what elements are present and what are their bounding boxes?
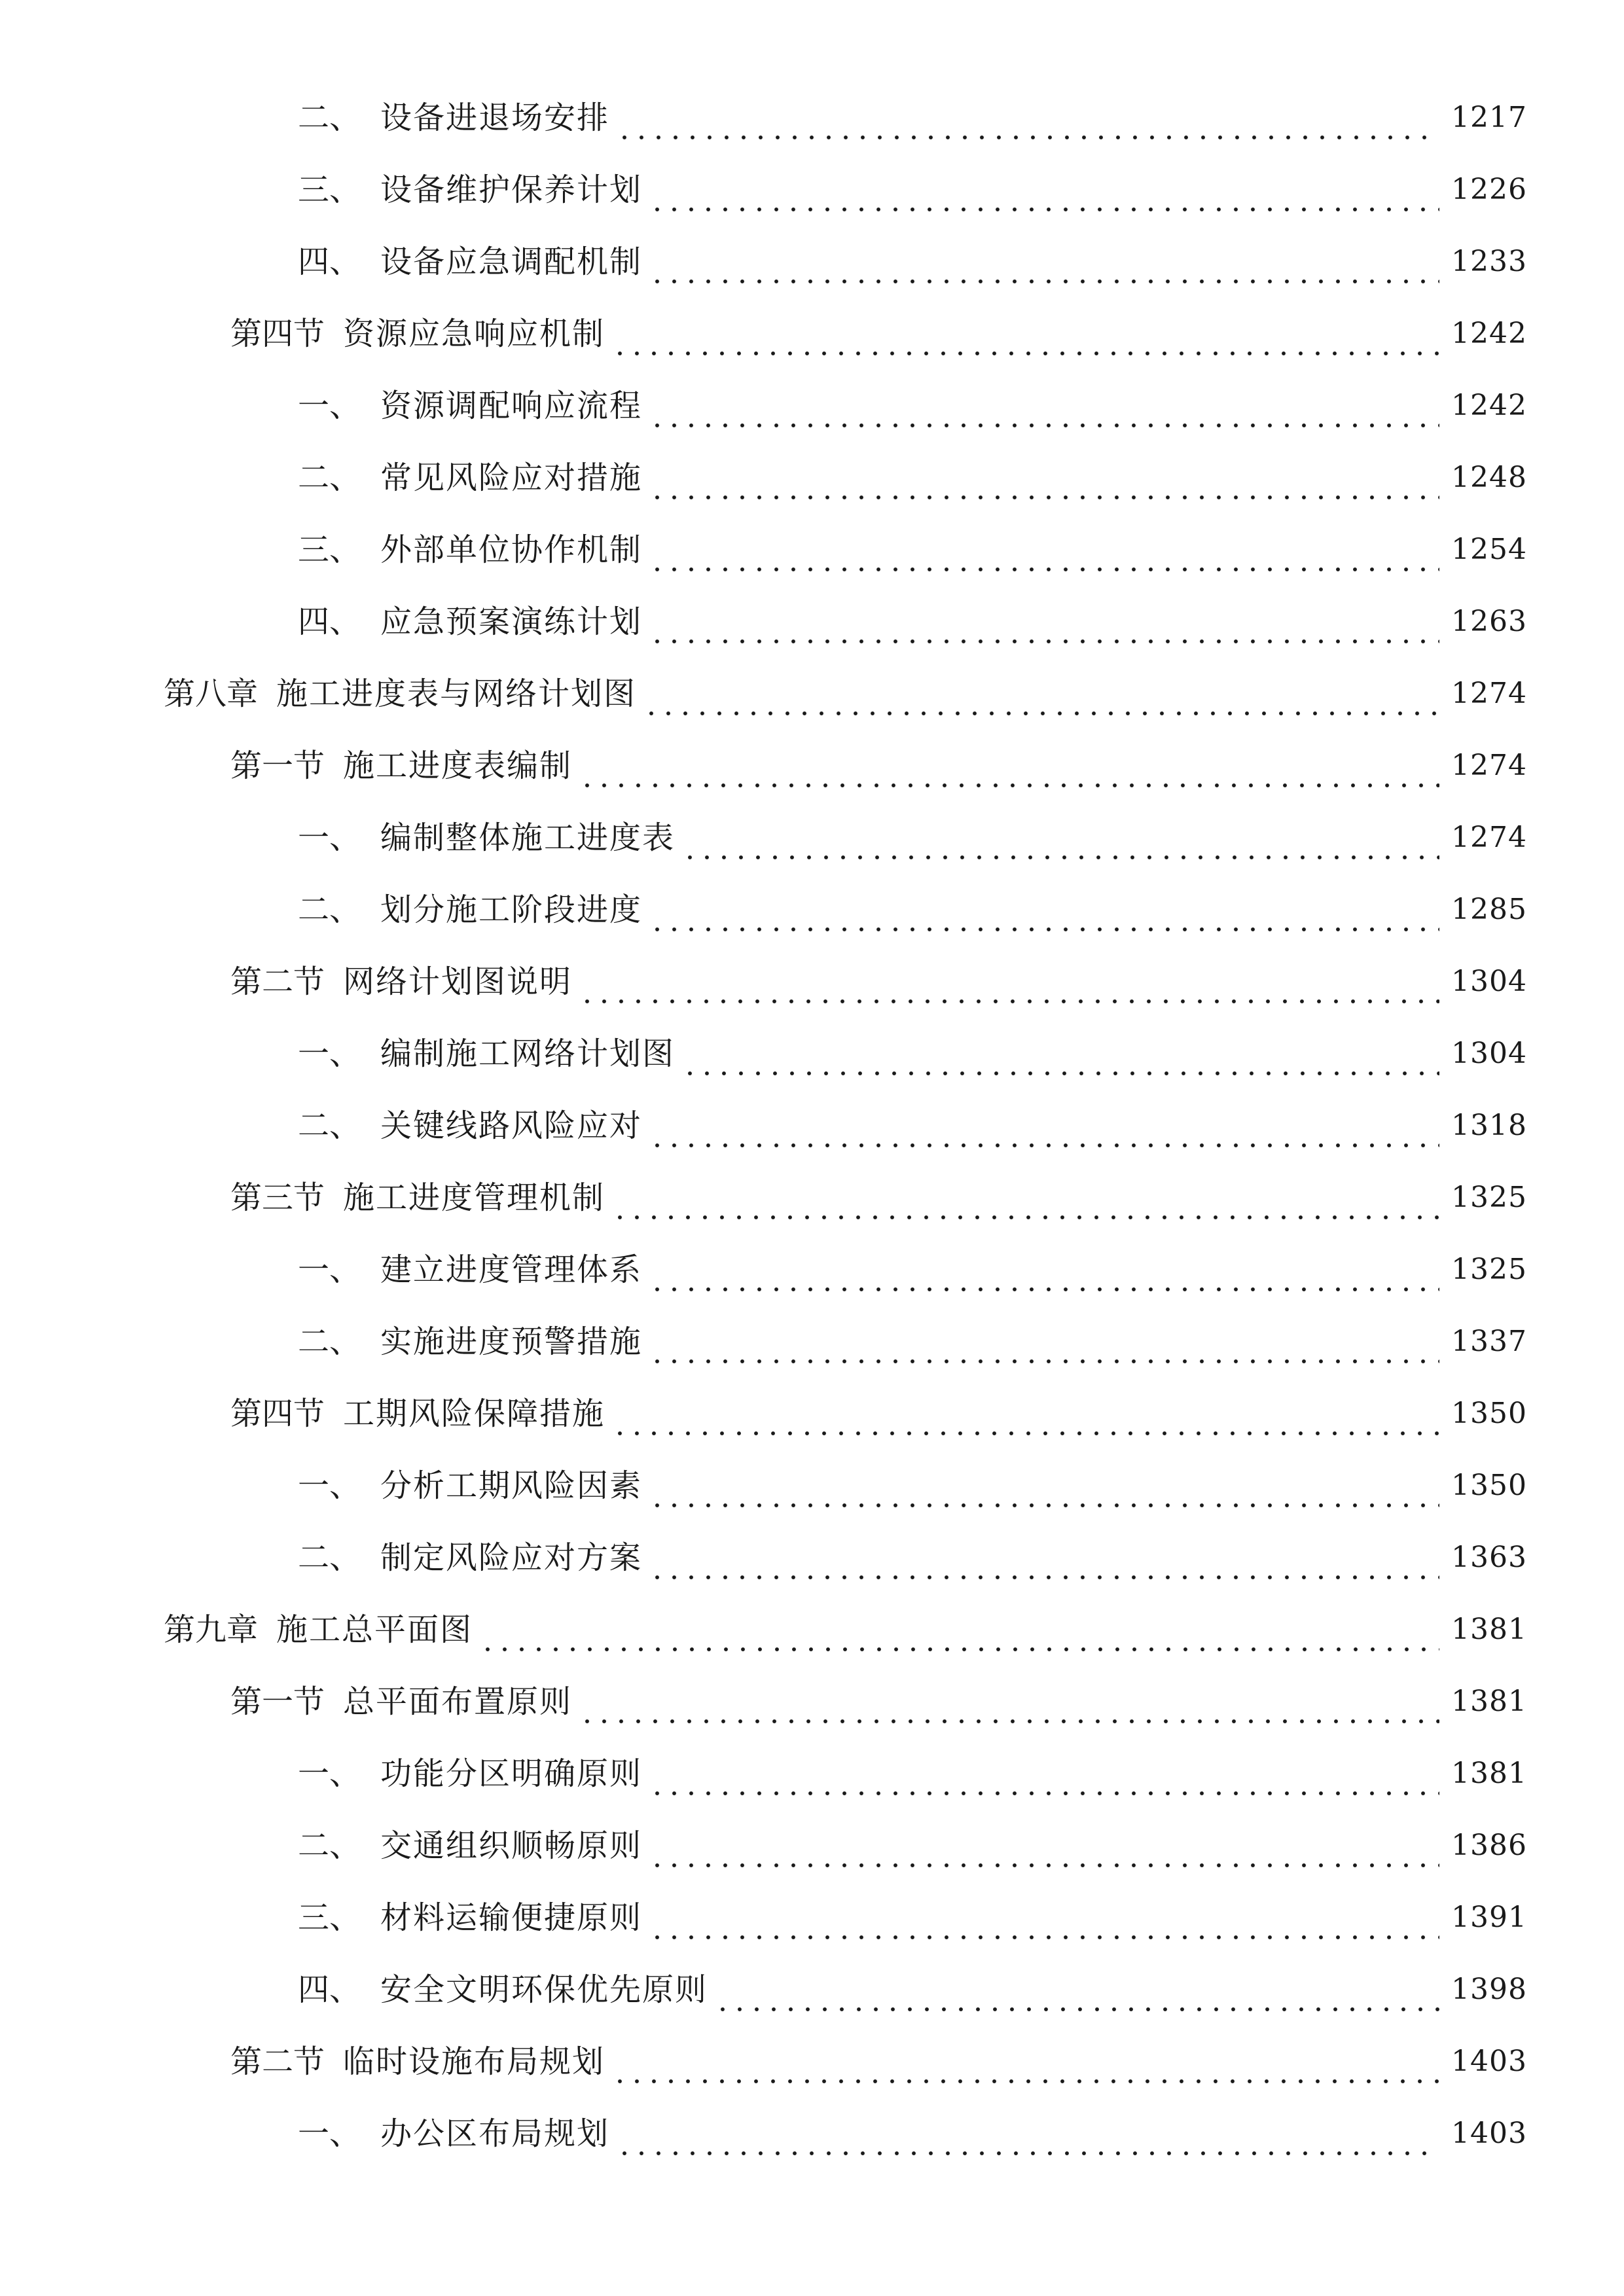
toc-entry-number: 二、 — [298, 99, 361, 136]
dot-leader — [649, 452, 1439, 504]
dot-leader — [681, 812, 1439, 864]
dot-leader — [611, 1388, 1439, 1440]
toc-entry-title: 建立进度管理体系 — [380, 1251, 643, 1288]
toc-entry-page: 1363 — [1451, 1541, 1527, 1574]
toc-entry-title: 编制整体施工进度表 — [380, 819, 676, 856]
dot-leader — [479, 1604, 1439, 1656]
toc-entry-title: 资源调配响应流程 — [380, 387, 643, 424]
toc-entry[interactable] — [298, 1316, 1527, 1368]
toc-entry-title: 施工总平面图 — [276, 1611, 473, 1648]
toc-entry-number: 第九章 — [164, 1611, 259, 1648]
toc-entry-title: 临时设施布局规划 — [343, 2043, 605, 2080]
toc-entry[interactable] — [298, 596, 1527, 648]
toc-entry[interactable] — [298, 1100, 1527, 1152]
toc-entry-page: 1226 — [1451, 173, 1527, 206]
toc-entry[interactable] — [230, 308, 1527, 360]
dot-leader — [649, 524, 1439, 576]
toc-entry-number: 三、 — [298, 1899, 361, 1936]
toc-entry-number: 二、 — [298, 1323, 361, 1360]
toc-entry[interactable] — [230, 1388, 1527, 1440]
toc-entry-title: 设备应急调配机制 — [380, 243, 643, 280]
toc-entry-page: 1350 — [1451, 1469, 1527, 1502]
toc-entry-title: 总平面布置原则 — [343, 1683, 573, 1720]
toc-entry[interactable] — [298, 92, 1527, 144]
toc-entry-title: 网络计划图说明 — [343, 963, 573, 1000]
toc-entry-number: 四、 — [298, 1971, 361, 2008]
dot-leader — [616, 92, 1439, 144]
toc-entry-page: 1325 — [1451, 1181, 1527, 1214]
toc-entry-number: 三、 — [298, 531, 361, 568]
toc-entry-title: 设备维护保养计划 — [380, 171, 643, 208]
toc-entry-page: 1381 — [1451, 1685, 1527, 1718]
toc-entry-title: 编制施工网络计划图 — [380, 1035, 676, 1072]
toc-entry-page: 1318 — [1451, 1109, 1527, 1142]
toc-entry-number: 一、 — [298, 387, 361, 424]
dot-leader — [714, 1964, 1439, 2016]
dot-leader — [611, 1172, 1439, 1224]
toc-entry-title: 安全文明环保优先原则 — [380, 1971, 708, 2008]
toc-entry-title: 应急预案演练计划 — [380, 603, 643, 640]
toc-entry[interactable] — [164, 668, 1527, 720]
toc-entry[interactable] — [298, 236, 1527, 288]
toc-entry[interactable] — [298, 1892, 1527, 1944]
toc-entry-page: 1242 — [1451, 317, 1527, 350]
dot-leader — [649, 1460, 1439, 1512]
toc-entry-title: 外部单位协作机制 — [380, 531, 643, 568]
toc-entry-number: 第一节 — [230, 747, 325, 784]
toc-entry-page: 1285 — [1451, 893, 1527, 926]
dot-leader — [649, 1244, 1439, 1296]
toc-entry-page: 1254 — [1451, 533, 1527, 566]
dot-leader — [649, 236, 1439, 288]
dot-leader — [579, 740, 1439, 792]
toc-entry-title: 常见风险应对措施 — [380, 459, 643, 496]
toc-entry-page: 1274 — [1451, 749, 1527, 782]
toc-entry-title: 划分施工阶段进度 — [380, 891, 643, 928]
toc-entry-page: 1391 — [1451, 1901, 1527, 1934]
toc-entry[interactable] — [298, 524, 1527, 576]
toc-entry-number: 二、 — [298, 1827, 361, 1864]
toc-entry-page: 1403 — [1451, 2117, 1527, 2150]
dot-leader — [649, 1100, 1439, 1152]
dot-leader — [649, 1892, 1439, 1944]
toc-entry-number: 二、 — [298, 1107, 361, 1144]
toc-entry[interactable] — [298, 1532, 1527, 1584]
toc-entry-title: 施工进度表与网络计划图 — [276, 675, 637, 712]
toc-entry-number: 一、 — [298, 819, 361, 856]
toc-entry-number: 第三节 — [230, 1179, 325, 1216]
toc-entry-page: 1304 — [1451, 1037, 1527, 1070]
toc-entry-title: 施工进度表编制 — [343, 747, 573, 784]
toc-entry-number: 一、 — [298, 1755, 361, 1792]
dot-leader — [649, 1820, 1439, 1872]
toc-entry-number: 二、 — [298, 459, 361, 496]
dot-leader — [579, 1676, 1439, 1728]
toc-entry[interactable] — [298, 1028, 1527, 1080]
toc-entry-number: 一、 — [298, 1251, 361, 1288]
dot-leader — [643, 668, 1439, 720]
toc-entry-number: 第一节 — [230, 1683, 325, 1720]
toc-entry[interactable] — [230, 956, 1527, 1008]
dot-leader — [649, 1532, 1439, 1584]
toc-entry-title: 办公区布局规划 — [380, 2115, 610, 2152]
toc-entry-page: 1386 — [1451, 1829, 1527, 1862]
toc-entry-number: 第四节 — [230, 315, 325, 352]
toc-entry[interactable] — [298, 452, 1527, 504]
toc-entry-page: 1381 — [1451, 1757, 1527, 1790]
toc-entry[interactable] — [298, 2108, 1527, 2160]
toc-entry-title: 功能分区明确原则 — [380, 1755, 643, 1792]
toc-entry-page: 1304 — [1451, 965, 1527, 998]
toc-entry-title: 分析工期风险因素 — [380, 1467, 643, 1504]
dot-leader — [649, 1316, 1439, 1368]
toc-entry-number: 四、 — [298, 243, 361, 280]
dot-leader — [649, 1748, 1439, 1800]
toc-entry-title: 施工进度管理机制 — [343, 1179, 605, 1216]
toc-entry-page: 1242 — [1451, 389, 1527, 422]
dot-leader — [611, 308, 1439, 360]
toc-entry-page: 1248 — [1451, 461, 1527, 494]
toc-entry-title: 关键线路风险应对 — [380, 1107, 643, 1144]
toc-entry-title: 工期风险保障措施 — [343, 1395, 605, 1432]
toc-entry-page: 1274 — [1451, 677, 1527, 710]
toc-entry[interactable] — [298, 1460, 1527, 1512]
toc-entry-title: 制定风险应对方案 — [380, 1539, 643, 1576]
toc-entry-number: 三、 — [298, 171, 361, 208]
dot-leader — [649, 596, 1439, 648]
toc-entry-number: 第四节 — [230, 1395, 325, 1432]
toc-entry-number: 一、 — [298, 1467, 361, 1504]
toc-entry-page: 1403 — [1451, 2045, 1527, 2078]
toc-entry[interactable] — [164, 1604, 1527, 1656]
dot-leader — [649, 380, 1439, 432]
toc-entry-number: 一、 — [298, 2115, 361, 2152]
toc-entry[interactable] — [298, 1748, 1527, 1800]
toc-entry-page: 1398 — [1451, 1973, 1527, 2006]
toc-entry-page: 1381 — [1451, 1613, 1527, 1646]
toc-entry-page: 1217 — [1451, 101, 1527, 134]
dot-leader — [616, 2108, 1439, 2160]
toc-entry-number: 四、 — [298, 603, 361, 640]
toc-entry-number: 一、 — [298, 1035, 361, 1072]
toc-entry[interactable] — [230, 2036, 1527, 2088]
toc-entry-page: 1350 — [1451, 1397, 1527, 1430]
toc-entry-page: 1325 — [1451, 1253, 1527, 1286]
toc-entry-title: 实施进度预警措施 — [380, 1323, 643, 1360]
toc-entry[interactable] — [298, 1820, 1527, 1872]
toc-entry-number: 第二节 — [230, 2043, 325, 2080]
toc-entry[interactable] — [298, 380, 1527, 432]
dot-leader — [579, 956, 1439, 1008]
toc-entry-title: 材料运输便捷原则 — [380, 1899, 643, 1936]
toc-entry-page: 1274 — [1451, 821, 1527, 854]
toc-entry[interactable] — [230, 1676, 1527, 1728]
dot-leader — [611, 2036, 1439, 2088]
toc-entry-page: 1337 — [1451, 1325, 1527, 1358]
toc-entry[interactable] — [298, 812, 1527, 864]
dot-leader — [649, 164, 1439, 216]
toc-entry[interactable] — [298, 884, 1527, 936]
dot-leader — [649, 884, 1439, 936]
toc-entry[interactable] — [230, 1172, 1527, 1224]
toc-entry-number: 第八章 — [164, 675, 259, 712]
toc-entry-title: 设备进退场安排 — [380, 99, 610, 136]
toc-entry-title: 资源应急响应机制 — [343, 315, 605, 352]
toc-entry[interactable] — [230, 740, 1527, 792]
toc-entry[interactable] — [298, 164, 1527, 216]
toc-entry-page: 1263 — [1451, 605, 1527, 638]
dot-leader — [681, 1028, 1439, 1080]
toc-entry[interactable] — [298, 1244, 1527, 1296]
toc-entry-number: 二、 — [298, 1539, 361, 1576]
toc-entry-page: 1233 — [1451, 245, 1527, 278]
toc-entry-number: 第二节 — [230, 963, 325, 1000]
toc-entry-number: 二、 — [298, 891, 361, 928]
toc-entry-title: 交通组织顺畅原则 — [380, 1827, 643, 1864]
toc-entry[interactable] — [298, 1964, 1527, 2016]
